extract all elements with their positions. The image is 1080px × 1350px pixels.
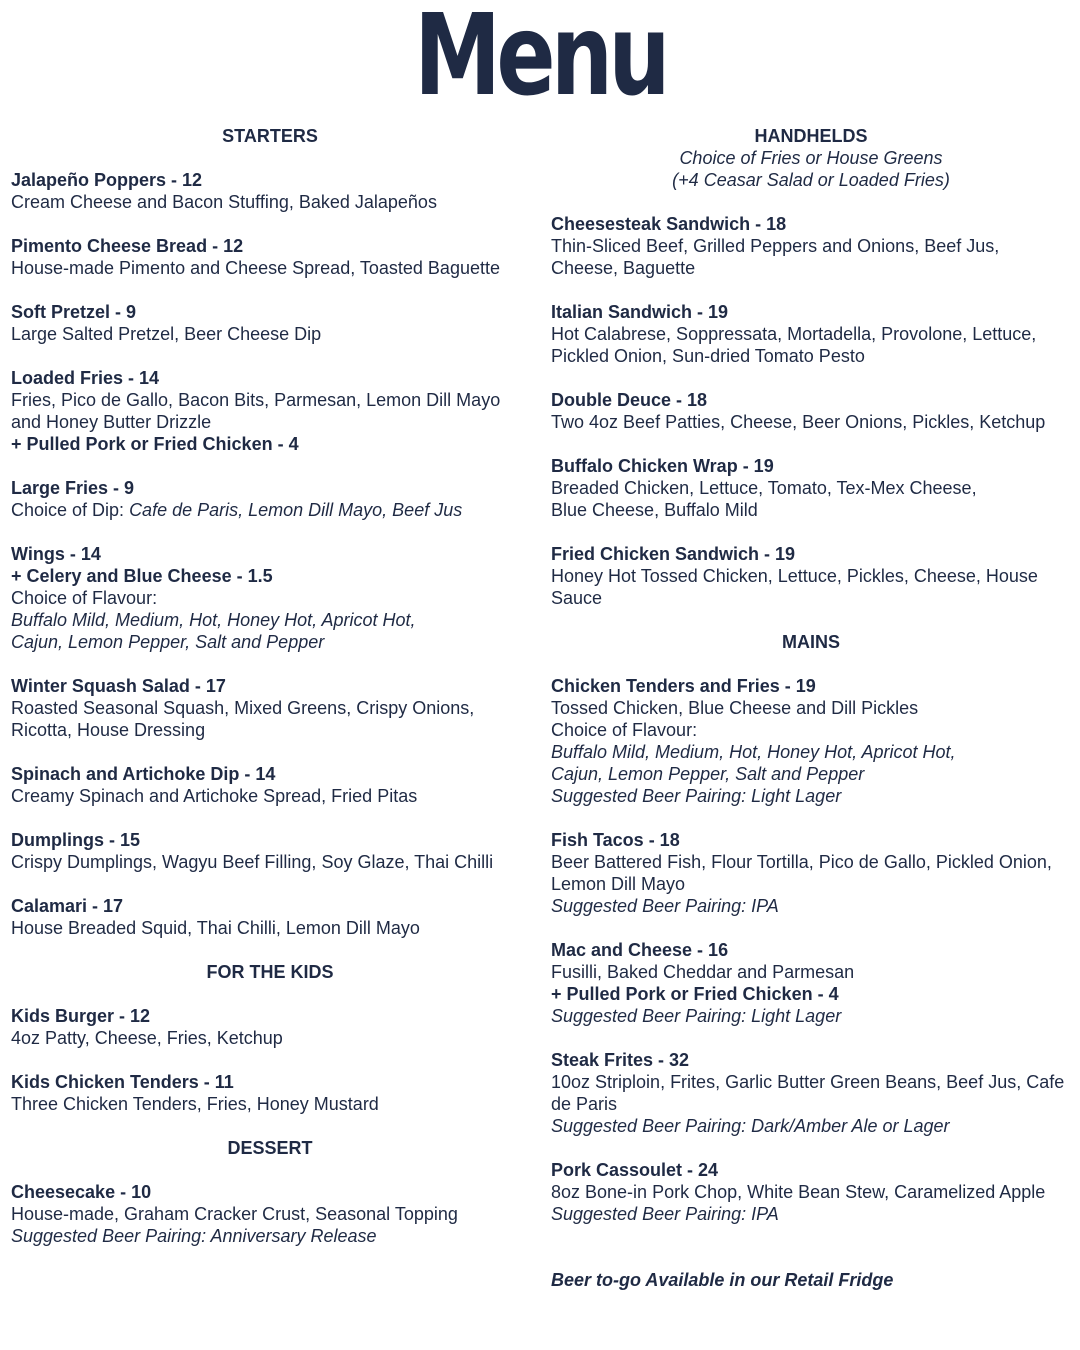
left-column [11, 125, 529, 1269]
item-description: 4oz Patty, Cheese, Fries, Ketchup [11, 1028, 283, 1048]
item-addon: + Pulled Pork or Fried Chicken - 4 [11, 434, 299, 454]
menu-item [11, 763, 529, 807]
item-description: 10oz Striploin, Frites, Garlic Butter Green Beans, Beef Jus, Cafe de Paris [551, 1072, 1065, 1114]
item-name: Chicken Tenders and Fries - 19 [551, 676, 816, 696]
item-description: Tossed Chicken, Blue Cheese and Dill Pickles [551, 698, 919, 718]
upgrade-note: (+4 Ceasar Salad or Loaded Fries) [672, 170, 950, 190]
item-name: Winter Squash Salad - 17 [11, 676, 226, 696]
item-name: Steak Frites - 32 [551, 1050, 690, 1070]
flavour-list: Cajun, Lemon Pepper, Salt and Pepper [11, 632, 325, 652]
item-description: 8oz Bone-in Pork Chop, White Bean Stew, Caramelized Apple [551, 1182, 1046, 1202]
menu-item [11, 1181, 529, 1247]
menu-item [551, 1049, 1071, 1137]
item-name: Italian Sandwich - 19 [551, 302, 729, 322]
item-name: Pimento Cheese Bread - 12 [11, 236, 244, 256]
section-title-handhelds: HANDHELDS [754, 126, 868, 146]
menu-item [11, 1071, 529, 1115]
section-title-dessert: DESSERT [227, 1138, 313, 1158]
item-description: Blue Cheese, Buffalo Mild [551, 500, 758, 520]
item-description: Large Salted Pretzel, Beer Cheese Dip [11, 324, 322, 344]
menu-item [551, 389, 1071, 433]
item-name: Pork Cassoulet - 24 [551, 1160, 719, 1180]
item-name: Wings - 14 [11, 544, 101, 564]
menu-item [11, 477, 529, 521]
beer-pairing: Suggested Beer Pairing: IPA [551, 1204, 779, 1224]
item-name: Mac and Cheese - 16 [551, 940, 729, 960]
section-title-kids: FOR THE KIDS [206, 962, 334, 982]
item-addon: + Pulled Pork or Fried Chicken - 4 [551, 984, 839, 1004]
item-name: Dumplings - 15 [11, 830, 141, 850]
item-name: Spinach and Artichoke Dip - 14 [11, 764, 276, 784]
menu-item [11, 301, 529, 345]
retail-fridge-note: Beer to-go Available in our Retail Fridge [551, 1270, 894, 1290]
item-name: Soft Pretzel - 9 [11, 302, 137, 322]
menu-item [551, 543, 1071, 609]
sides-note: Choice of Fries or House Greens [679, 148, 943, 168]
menu-item [11, 367, 529, 455]
menu-item [551, 213, 1071, 279]
item-name: Double Deuce - 18 [551, 390, 708, 410]
item-name: Kids Chicken Tenders - 11 [11, 1072, 234, 1092]
spacer [551, 1247, 1071, 1269]
item-name: Jalapeño Poppers - 12 [11, 170, 203, 190]
menu-item [551, 829, 1071, 917]
beer-pairing: Suggested Beer Pairing: Light Lager [551, 1006, 842, 1026]
menu-item [11, 829, 529, 873]
menu-item [551, 939, 1071, 1027]
menu-item [551, 455, 1071, 521]
item-name: Calamari - 17 [11, 896, 124, 916]
item-description: Two 4oz Beef Patties, Cheese, Beer Onions, Pickles, Ketchup [551, 412, 1046, 432]
flavour-label: Choice of Flavour: [551, 720, 698, 740]
menu-item [551, 1159, 1071, 1225]
item-description: Cream Cheese and Bacon Stuffing, Baked Jalapeños [11, 192, 437, 212]
item-description: House-made Pimento and Cheese Spread, Toasted Baguette [11, 258, 500, 278]
dip-options: Cafe de Paris, Lemon Dill Mayo, Beef Jus [129, 500, 463, 520]
item-name: Fried Chicken Sandwich - 19 [551, 544, 796, 564]
item-description: Hot Calabrese, Soppressata, Mortadella, Provolone, Lettuce, Pickled Onion, Sun-dried Tomato Pesto [551, 324, 1037, 366]
handhelds-subtitle [551, 147, 1071, 191]
section-title-starters: STARTERS [222, 126, 318, 146]
flavour-list: Buffalo Mild, Medium, Hot, Honey Hot, Apricot Hot, [551, 742, 956, 762]
flavour-list: Buffalo Mild, Medium, Hot, Honey Hot, Apricot Hot, [11, 610, 416, 630]
item-description [11, 499, 529, 521]
item-description: House Breaded Squid, Thai Chilli, Lemon Dill Mayo [11, 918, 420, 938]
item-addon: + Celery and Blue Cheese - 1.5 [11, 566, 273, 586]
dip-label: Choice of Dip: [11, 500, 130, 520]
right-column [551, 125, 1071, 1291]
menu-item [551, 675, 1071, 807]
item-description: Crispy Dumplings, Wagyu Beef Filling, Soy Glaze, Thai Chilli [11, 852, 494, 872]
item-description: Creamy Spinach and Artichoke Spread, Fried Pitas [11, 786, 418, 806]
menu-item [11, 675, 529, 741]
item-description: Honey Hot Tossed Chicken, Lettuce, Pickles, Cheese, House Sauce [551, 566, 1038, 608]
item-description: Choice of Flavour: [11, 588, 158, 608]
item-description: House-made, Graham Cracker Crust, Seasonal Topping [11, 1204, 458, 1224]
item-name: Large Fries - 9 [11, 478, 135, 498]
item-description: Roasted Seasonal Squash, Mixed Greens, Crispy Onions, Ricotta, House Dressing [11, 698, 475, 740]
item-description: Fusilli, Baked Cheddar and Parmesan [551, 962, 855, 982]
item-name: Kids Burger - 12 [11, 1006, 151, 1026]
menu-item [11, 235, 529, 279]
item-description: Thin-Sliced Beef, Grilled Peppers and Onions, Beef Jus, Cheese, Baguette [551, 236, 1000, 278]
item-description: Three Chicken Tenders, Fries, Honey Mustard [11, 1094, 379, 1114]
item-name: Buffalo Chicken Wrap - 19 [551, 456, 774, 476]
section-title-mains: MAINS [782, 632, 840, 652]
menu-item [551, 301, 1071, 367]
item-description: Beer Battered Fish, Flour Tortilla, Pico de Gallo, Pickled Onion, Lemon Dill Mayo [551, 852, 1052, 894]
item-name: Cheesecake - 10 [11, 1182, 152, 1202]
menu-item [11, 895, 529, 939]
item-name: Fish Tacos - 18 [551, 830, 680, 850]
flavour-list: Cajun, Lemon Pepper, Salt and Pepper [551, 764, 865, 784]
menu-item [11, 1005, 529, 1049]
menu-item [11, 169, 529, 213]
beer-pairing: Suggested Beer Pairing: Anniversary Release [11, 1226, 377, 1246]
beer-pairing: Suggested Beer Pairing: Dark/Amber Ale or Lager [551, 1116, 950, 1136]
menu-title: Menu [414, 0, 666, 121]
item-description: Fries, Pico de Gallo, Bacon Bits, Parmesan, Lemon Dill Mayo and Honey Butter Drizzle [11, 390, 501, 432]
menu-item [11, 543, 529, 653]
item-description: Breaded Chicken, Lettuce, Tomato, Tex-Mex Cheese, [551, 478, 977, 498]
beer-pairing: Suggested Beer Pairing: IPA [551, 896, 779, 916]
item-name: Loaded Fries - 14 [11, 368, 160, 388]
item-name: Cheesesteak Sandwich - 18 [551, 214, 787, 234]
beer-pairing: Suggested Beer Pairing: Light Lager [551, 786, 842, 806]
